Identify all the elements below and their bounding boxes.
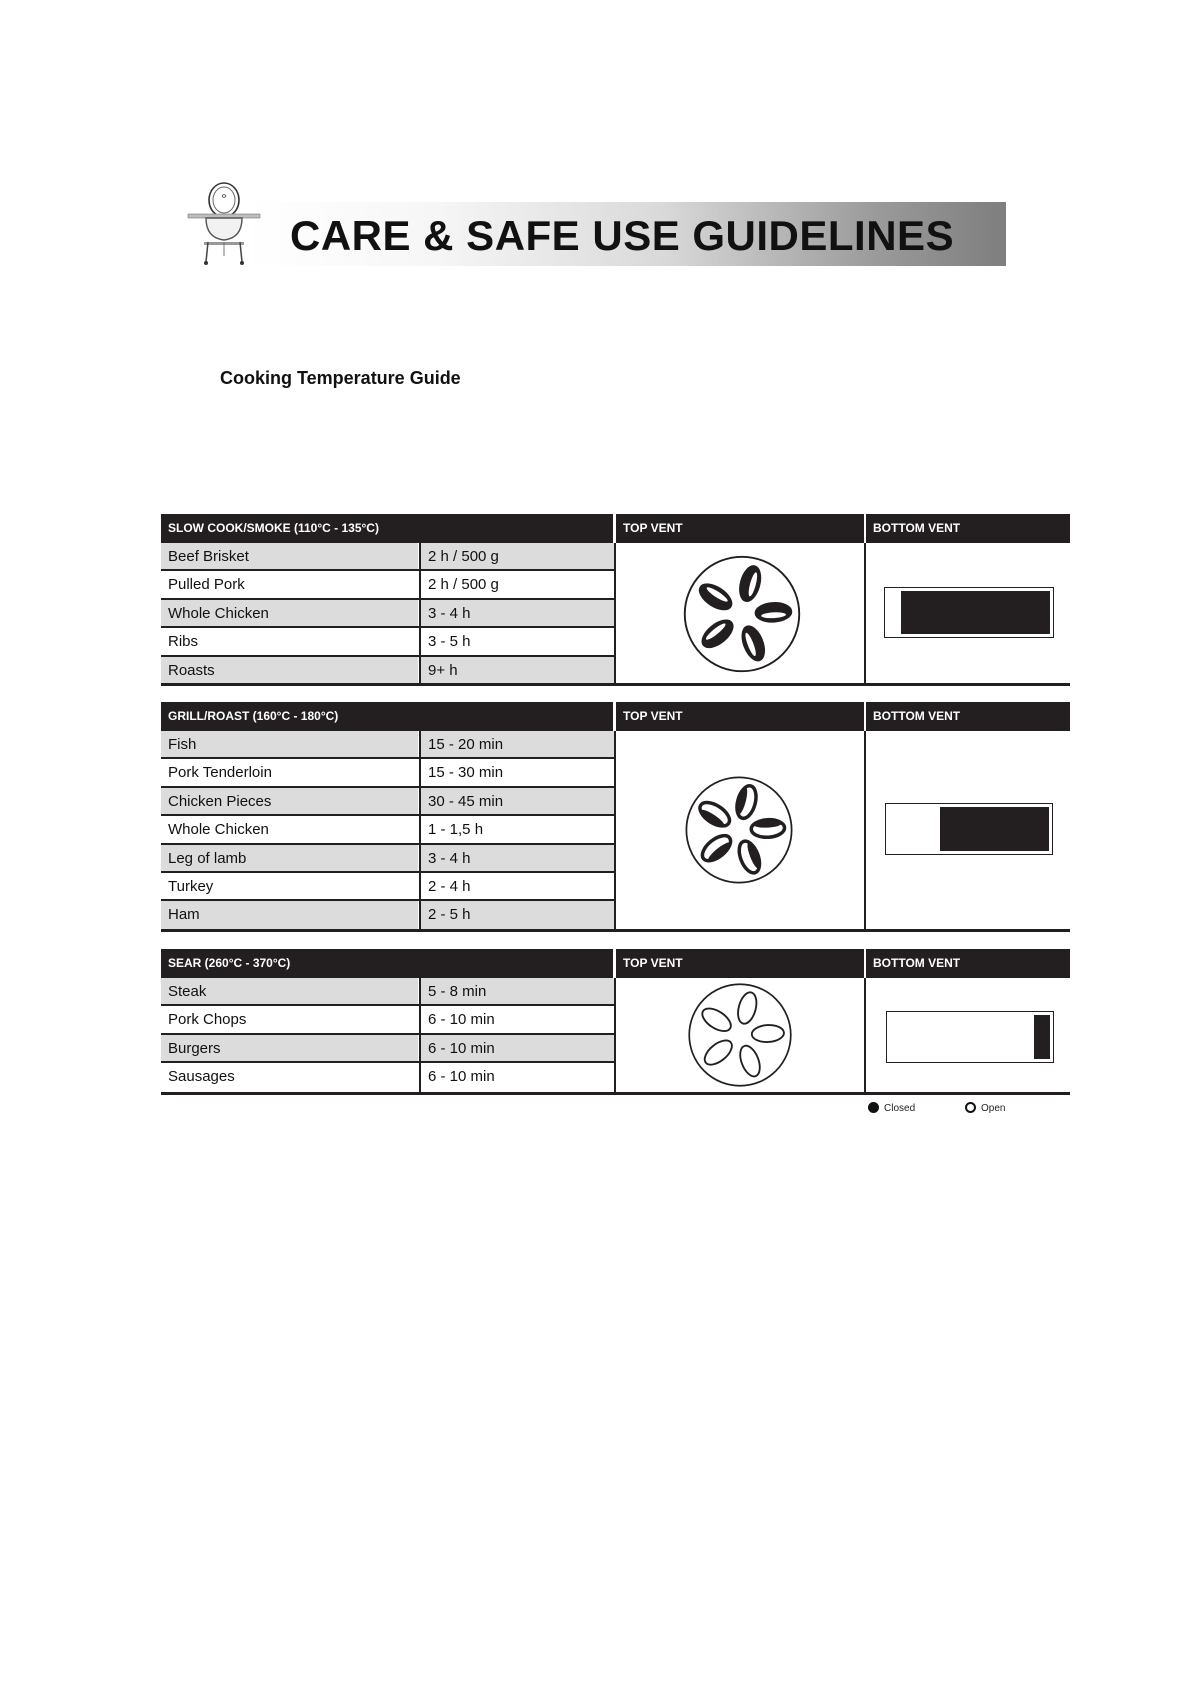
food-cell: Turkey <box>168 877 214 895</box>
food-cell: Burgers <box>161 1035 418 1061</box>
time-cell: 6 - 10 min <box>419 1035 615 1061</box>
section-grill-roast <box>161 702 1070 932</box>
bottom-vent-header: BOTTOM VENT <box>866 949 1070 978</box>
time-cell: 2 - 4 h <box>419 873 615 899</box>
food-cell: Pork Chops <box>168 1011 247 1029</box>
food-cell: Pulled Pork <box>168 576 245 594</box>
page-title: CARE & SAFE USE GUIDELINES <box>290 212 955 259</box>
section-sear <box>161 949 1070 1094</box>
table-row <box>161 571 615 599</box>
food-cell: Leg of lamb <box>161 845 418 871</box>
table-row <box>161 600 615 628</box>
top-vent-diagram <box>616 731 864 929</box>
time-cell: 2 h / 500 g <box>419 571 615 597</box>
food-cell: Ham <box>161 901 418 929</box>
bottom-vent-closed-portion <box>940 807 1049 851</box>
table-row <box>161 1063 615 1091</box>
bottom-vent-slot <box>884 587 1054 638</box>
bottom-vent-diagram <box>866 731 1070 929</box>
table-row <box>161 731 615 759</box>
time-cell: 3 - 4 h <box>419 600 615 626</box>
food-cell: Steak <box>161 978 418 1004</box>
food-time-list <box>161 543 615 685</box>
bottom-vent-diagram <box>866 543 1070 683</box>
time-cell: 1 - 1,5 h <box>419 816 615 842</box>
legend-open-label: Open <box>981 1103 1006 1114</box>
top-vent-header: TOP VENT <box>616 949 864 978</box>
bottom-vent-header: BOTTOM VENT <box>866 702 1070 731</box>
section-slow-cook <box>161 514 1070 686</box>
section-bottom-rule <box>161 929 1070 932</box>
table-row <box>161 759 615 787</box>
food-cell: Pork Tenderloin <box>168 764 272 782</box>
table-row <box>161 1035 615 1063</box>
food-cell: Whole Chicken <box>161 600 418 626</box>
table-row <box>161 901 615 929</box>
bottom-vent-slot <box>885 803 1053 855</box>
food-cell: Beef Brisket <box>161 543 418 569</box>
time-cell: 6 - 10 min <box>419 1006 615 1032</box>
top-vent-half-open-icon <box>682 773 796 887</box>
time-cell: 9+ h <box>419 657 615 685</box>
food-cell: Chicken Pieces <box>161 788 418 814</box>
table-row <box>161 845 615 873</box>
table-row <box>161 1006 615 1034</box>
section-bottom-rule <box>161 1092 1070 1095</box>
top-vent-header: TOP VENT <box>616 514 864 543</box>
top-vent-mostly-closed-icon <box>680 552 804 676</box>
bottom-vent-closed-portion <box>901 591 1050 634</box>
food-cell: Sausages <box>168 1068 235 1086</box>
closed-dot-icon <box>868 1102 879 1113</box>
time-cell: 6 - 10 min <box>419 1063 615 1091</box>
header-banner <box>186 176 1016 266</box>
legend-closed <box>868 1101 915 1117</box>
bottom-vent-closed-portion <box>1034 1015 1050 1059</box>
guide-subtitle: Cooking Temperature Guide <box>220 368 461 388</box>
food-cell: Ribs <box>168 633 199 651</box>
table-row <box>161 873 615 901</box>
bottom-vent-diagram <box>866 978 1070 1092</box>
table-row <box>161 816 615 844</box>
bottom-vent-slot <box>886 1011 1054 1063</box>
food-cell: Fish <box>161 731 418 757</box>
table-row <box>161 978 615 1006</box>
table-row <box>161 628 615 656</box>
time-cell: 3 - 5 h <box>419 628 615 654</box>
top-vent-header: TOP VENT <box>616 702 864 731</box>
section-title: SLOW COOK/SMOKE (110°C - 135°C) <box>161 514 613 543</box>
time-cell: 5 - 8 min <box>419 978 615 1004</box>
kamado-grill-icon <box>186 176 264 266</box>
section-header <box>161 949 1070 978</box>
top-vent-diagram <box>616 978 864 1092</box>
time-cell: 2 - 5 h <box>419 901 615 929</box>
section-header <box>161 702 1070 731</box>
top-vent-open-icon <box>685 980 795 1090</box>
legend-open <box>965 1101 1005 1117</box>
time-cell: 15 - 20 min <box>419 731 615 757</box>
time-cell: 15 - 30 min <box>419 759 615 785</box>
time-cell: 30 - 45 min <box>419 788 615 814</box>
table-row <box>161 657 615 685</box>
legend-closed-label: Closed <box>884 1103 916 1114</box>
time-cell: 3 - 4 h <box>419 845 615 871</box>
food-cell: Roasts <box>161 657 418 685</box>
table-row <box>161 788 615 816</box>
bottom-vent-header: BOTTOM VENT <box>866 514 1070 543</box>
table-row <box>161 543 615 571</box>
top-vent-diagram <box>616 543 864 683</box>
food-cell: Whole Chicken <box>168 821 269 839</box>
open-dot-icon <box>965 1102 976 1113</box>
food-time-list <box>161 731 615 930</box>
section-header <box>161 514 1070 543</box>
time-cell: 2 h / 500 g <box>419 543 615 569</box>
section-title: SEAR (260°C - 370°C) <box>161 949 613 978</box>
food-time-list <box>161 978 615 1092</box>
section-title: GRILL/ROAST (160°C - 180°C) <box>161 702 613 731</box>
section-bottom-rule <box>161 683 1070 686</box>
